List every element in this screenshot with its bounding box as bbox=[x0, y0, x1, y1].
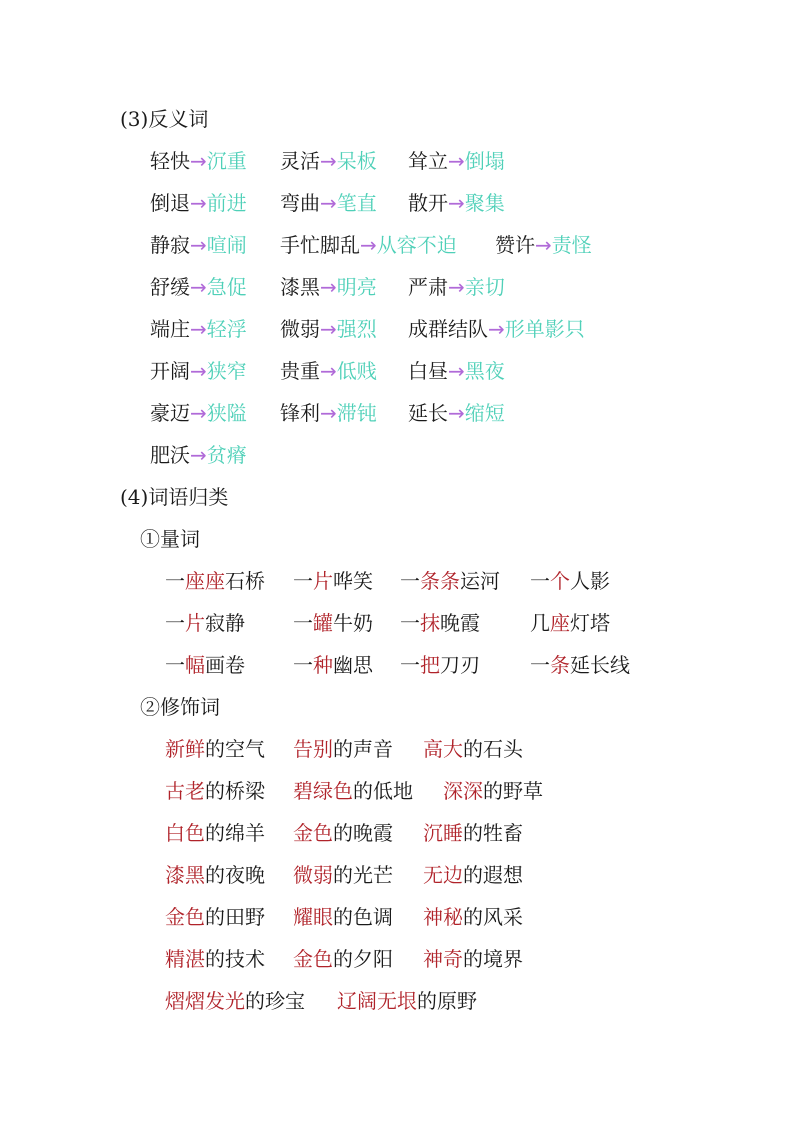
antonym-answer: 沉重 bbox=[206, 149, 247, 173]
phrase-suffix: 的技术 bbox=[205, 947, 265, 971]
antonym-pair bbox=[408, 399, 505, 427]
antonym-answer: 缩短 bbox=[464, 401, 505, 425]
antonym-answer: 责怪 bbox=[551, 233, 592, 257]
phrase-suffix: 灯塔 bbox=[570, 611, 610, 635]
phrase-highlight: 个 bbox=[550, 569, 570, 593]
antonym-pair bbox=[150, 189, 247, 217]
phrase-suffix: 石桥 bbox=[225, 569, 265, 593]
phrase-suffix: 的声音 bbox=[333, 737, 393, 761]
phrase-highlight: 辽阔无垠 bbox=[337, 989, 417, 1013]
phrase-suffix: 运河 bbox=[460, 569, 500, 593]
phrase-prefix: 一 bbox=[165, 569, 185, 593]
antonym-pair bbox=[280, 189, 377, 217]
phrase-highlight: 种 bbox=[313, 653, 333, 677]
antonym-answer: 从容不迫 bbox=[376, 233, 457, 257]
phrase-suffix: 的野草 bbox=[483, 779, 543, 803]
phrase-item bbox=[293, 735, 393, 763]
antonym-answer: 喧闹 bbox=[206, 233, 247, 257]
antonym-word: 散开 bbox=[408, 191, 448, 215]
phrase-suffix: 幽思 bbox=[333, 653, 373, 677]
phrase-item bbox=[293, 777, 413, 805]
antonym-pair bbox=[150, 399, 247, 427]
arrow-icon: → bbox=[320, 401, 337, 425]
phrase-item bbox=[165, 609, 245, 637]
antonym-word: 赞许 bbox=[495, 233, 535, 257]
antonym-pair bbox=[150, 315, 247, 343]
antonym-pair bbox=[150, 273, 247, 301]
phrase-prefix: 一 bbox=[400, 611, 420, 635]
phrase-suffix: 的光芒 bbox=[333, 863, 393, 887]
phrase-item bbox=[165, 777, 265, 805]
phrase-item bbox=[165, 651, 245, 679]
phrase-prefix: 一 bbox=[293, 611, 313, 635]
antonym-pair bbox=[280, 147, 377, 175]
antonym-pair bbox=[280, 399, 377, 427]
phrase-item bbox=[400, 609, 480, 637]
antonym-word: 舒缓 bbox=[150, 275, 190, 299]
phrase-prefix: 一 bbox=[400, 569, 420, 593]
antonym-word: 灵活 bbox=[280, 149, 320, 173]
phrase-highlight: 座 bbox=[550, 611, 570, 635]
phrase-highlight: 熠熠发光 bbox=[165, 989, 245, 1013]
phrase-highlight: 沉睡 bbox=[423, 821, 463, 845]
antonym-word: 贵重 bbox=[280, 359, 320, 383]
phrase-prefix: 一 bbox=[293, 653, 313, 677]
phrase-prefix: 一 bbox=[530, 569, 550, 593]
phrase-item bbox=[165, 903, 265, 931]
phrase-item bbox=[530, 651, 630, 679]
phrase-prefix: 一 bbox=[530, 653, 550, 677]
phrase-suffix: 的空气 bbox=[205, 737, 265, 761]
section3-title: (3)反义词 bbox=[120, 107, 209, 131]
antonym-answer: 狭隘 bbox=[206, 401, 247, 425]
phrase-item bbox=[293, 609, 373, 637]
phrase-item bbox=[165, 819, 265, 847]
phrase-suffix: 晚霞 bbox=[440, 611, 480, 635]
phrase-item bbox=[293, 861, 393, 889]
arrow-icon: → bbox=[190, 401, 207, 425]
arrow-icon: → bbox=[190, 443, 207, 467]
phrase-prefix: 一 bbox=[400, 653, 420, 677]
phrase-prefix: 几 bbox=[530, 611, 550, 635]
arrow-icon: → bbox=[448, 149, 465, 173]
antonym-answer: 狭窄 bbox=[206, 359, 247, 383]
antonym-pair bbox=[408, 147, 505, 175]
antonym-answer: 明亮 bbox=[336, 275, 377, 299]
phrase-item bbox=[423, 735, 523, 763]
phrase-item bbox=[293, 819, 393, 847]
antonym-word: 倒退 bbox=[150, 191, 190, 215]
phrase-highlight: 幅 bbox=[185, 653, 205, 677]
phrase-item bbox=[443, 777, 543, 805]
phrase-item bbox=[293, 945, 393, 973]
arrow-icon: → bbox=[448, 275, 465, 299]
phrase-suffix: 的珍宝 bbox=[245, 989, 305, 1013]
arrow-icon: → bbox=[448, 401, 465, 425]
phrase-item bbox=[293, 567, 373, 595]
antonym-answer: 亲切 bbox=[464, 275, 505, 299]
arrow-icon: → bbox=[190, 191, 207, 215]
arrow-icon: → bbox=[190, 149, 207, 173]
arrow-icon: → bbox=[448, 359, 465, 383]
phrase-prefix: 一 bbox=[293, 569, 313, 593]
arrow-icon: → bbox=[320, 275, 337, 299]
phrase-highlight: 新鲜 bbox=[165, 737, 205, 761]
antonym-pair bbox=[280, 357, 377, 385]
phrase-suffix: 的风采 bbox=[463, 905, 523, 929]
phrase-highlight: 深深 bbox=[443, 779, 483, 803]
arrow-icon: → bbox=[320, 317, 337, 341]
phrase-suffix: 的绵羊 bbox=[205, 821, 265, 845]
phrase-highlight: 金色 bbox=[293, 947, 333, 971]
antonym-word: 豪迈 bbox=[150, 401, 190, 425]
arrow-icon: → bbox=[190, 275, 207, 299]
phrase-suffix: 画卷 bbox=[205, 653, 245, 677]
antonym-answer: 低贱 bbox=[336, 359, 377, 383]
phrase-highlight: 抹 bbox=[420, 611, 440, 635]
antonym-pair bbox=[408, 189, 505, 217]
phrase-highlight: 金色 bbox=[293, 821, 333, 845]
phrase-item bbox=[165, 567, 265, 595]
antonym-pair bbox=[150, 147, 247, 175]
antonym-answer: 笔直 bbox=[336, 191, 377, 215]
phrase-highlight: 条 bbox=[550, 653, 570, 677]
antonym-answer: 强烈 bbox=[336, 317, 377, 341]
antonym-word: 严肃 bbox=[408, 275, 448, 299]
phrase-item bbox=[423, 819, 523, 847]
arrow-icon: → bbox=[190, 233, 207, 257]
phrase-suffix: 哗笑 bbox=[333, 569, 373, 593]
phrase-item bbox=[400, 567, 500, 595]
phrase-suffix: 的原野 bbox=[417, 989, 477, 1013]
phrase-highlight: 高大 bbox=[423, 737, 463, 761]
antonym-pair bbox=[408, 315, 585, 343]
phrase-item bbox=[165, 987, 305, 1015]
antonym-pair bbox=[150, 357, 247, 385]
antonym-answer: 形单影只 bbox=[504, 317, 585, 341]
phrase-item bbox=[165, 945, 265, 973]
phrase-highlight: 片 bbox=[185, 611, 205, 635]
phrase-item bbox=[423, 945, 523, 973]
antonym-word: 白昼 bbox=[408, 359, 448, 383]
modifier-words-title: ②修饰词 bbox=[140, 695, 220, 719]
antonym-word: 轻快 bbox=[150, 149, 190, 173]
antonym-word: 漆黑 bbox=[280, 275, 320, 299]
phrase-item bbox=[165, 735, 265, 763]
arrow-icon: → bbox=[448, 191, 465, 215]
antonym-word: 肥沃 bbox=[150, 443, 190, 467]
phrase-suffix: 刀刃 bbox=[440, 653, 480, 677]
phrase-item bbox=[423, 861, 523, 889]
phrase-highlight: 碧绿色 bbox=[293, 779, 353, 803]
phrase-highlight: 条条 bbox=[420, 569, 460, 593]
arrow-icon: → bbox=[190, 317, 207, 341]
phrase-item bbox=[337, 987, 477, 1015]
phrase-highlight: 漆黑 bbox=[165, 863, 205, 887]
antonym-answer: 黑夜 bbox=[464, 359, 505, 383]
phrase-highlight: 无边 bbox=[423, 863, 463, 887]
phrase-suffix: 人影 bbox=[570, 569, 610, 593]
phrase-highlight: 座座 bbox=[185, 569, 225, 593]
antonym-word: 开阔 bbox=[150, 359, 190, 383]
phrase-prefix: 一 bbox=[165, 653, 185, 677]
phrase-item bbox=[423, 903, 523, 931]
phrase-suffix: 的夜晚 bbox=[205, 863, 265, 887]
phrase-highlight: 金色 bbox=[165, 905, 205, 929]
antonym-answer: 贫瘠 bbox=[206, 443, 247, 467]
arrow-icon: → bbox=[360, 233, 377, 257]
arrow-icon: → bbox=[320, 191, 337, 215]
antonym-answer: 滞钝 bbox=[336, 401, 377, 425]
phrase-highlight: 精湛 bbox=[165, 947, 205, 971]
phrase-suffix: 的田野 bbox=[205, 905, 265, 929]
antonym-answer: 轻浮 bbox=[206, 317, 247, 341]
antonym-word: 锋利 bbox=[280, 401, 320, 425]
phrase-suffix: 的牲畜 bbox=[463, 821, 523, 845]
arrow-icon: → bbox=[320, 149, 337, 173]
phrase-suffix: 的晚霞 bbox=[333, 821, 393, 845]
phrase-suffix: 的低地 bbox=[353, 779, 413, 803]
section4-title: (4)词语归类 bbox=[120, 485, 229, 509]
phrase-item bbox=[293, 903, 393, 931]
antonym-pair bbox=[280, 231, 457, 259]
arrow-icon: → bbox=[488, 317, 505, 341]
phrase-highlight: 微弱 bbox=[293, 863, 333, 887]
antonym-answer: 呆板 bbox=[336, 149, 377, 173]
arrow-icon: → bbox=[535, 233, 552, 257]
antonym-pair bbox=[280, 315, 377, 343]
antonym-answer: 急促 bbox=[206, 275, 247, 299]
antonym-word: 微弱 bbox=[280, 317, 320, 341]
antonym-word: 弯曲 bbox=[280, 191, 320, 215]
antonym-word: 端庄 bbox=[150, 317, 190, 341]
antonym-word: 耸立 bbox=[408, 149, 448, 173]
antonym-pair bbox=[280, 273, 377, 301]
antonym-word: 成群结队 bbox=[408, 317, 488, 341]
antonym-pair bbox=[408, 273, 505, 301]
phrase-highlight: 片 bbox=[313, 569, 333, 593]
phrase-suffix: 的境界 bbox=[463, 947, 523, 971]
antonym-pair bbox=[150, 441, 247, 469]
antonym-answer: 前进 bbox=[206, 191, 247, 215]
phrase-highlight: 罐 bbox=[313, 611, 333, 635]
phrase-suffix: 的桥梁 bbox=[205, 779, 265, 803]
phrase-highlight: 把 bbox=[420, 653, 440, 677]
phrase-item bbox=[530, 609, 610, 637]
antonym-answer: 聚集 bbox=[464, 191, 505, 215]
antonym-pair bbox=[150, 231, 247, 259]
phrase-suffix: 的色调 bbox=[333, 905, 393, 929]
phrase-suffix: 寂静 bbox=[205, 611, 245, 635]
phrase-suffix: 牛奶 bbox=[333, 611, 373, 635]
phrase-suffix: 的夕阳 bbox=[333, 947, 393, 971]
phrase-highlight: 耀眼 bbox=[293, 905, 333, 929]
arrow-icon: → bbox=[190, 359, 207, 383]
phrase-item bbox=[530, 567, 610, 595]
phrase-item bbox=[165, 861, 265, 889]
phrase-highlight: 神秘 bbox=[423, 905, 463, 929]
arrow-icon: → bbox=[320, 359, 337, 383]
phrase-suffix: 的石头 bbox=[463, 737, 523, 761]
phrase-item bbox=[293, 651, 373, 679]
phrase-prefix: 一 bbox=[165, 611, 185, 635]
phrase-suffix: 的遐想 bbox=[463, 863, 523, 887]
phrase-highlight: 白色 bbox=[165, 821, 205, 845]
measure-words-title: ①量词 bbox=[140, 527, 200, 551]
antonym-word: 静寂 bbox=[150, 233, 190, 257]
antonym-answer: 倒塌 bbox=[464, 149, 505, 173]
antonym-word: 延长 bbox=[408, 401, 448, 425]
phrase-highlight: 神奇 bbox=[423, 947, 463, 971]
phrase-suffix: 延长线 bbox=[570, 653, 630, 677]
antonym-pair bbox=[408, 357, 505, 385]
antonym-pair bbox=[495, 231, 592, 259]
antonym-word: 手忙脚乱 bbox=[280, 233, 360, 257]
phrase-highlight: 告别 bbox=[293, 737, 333, 761]
phrase-highlight: 古老 bbox=[165, 779, 205, 803]
phrase-item bbox=[400, 651, 480, 679]
